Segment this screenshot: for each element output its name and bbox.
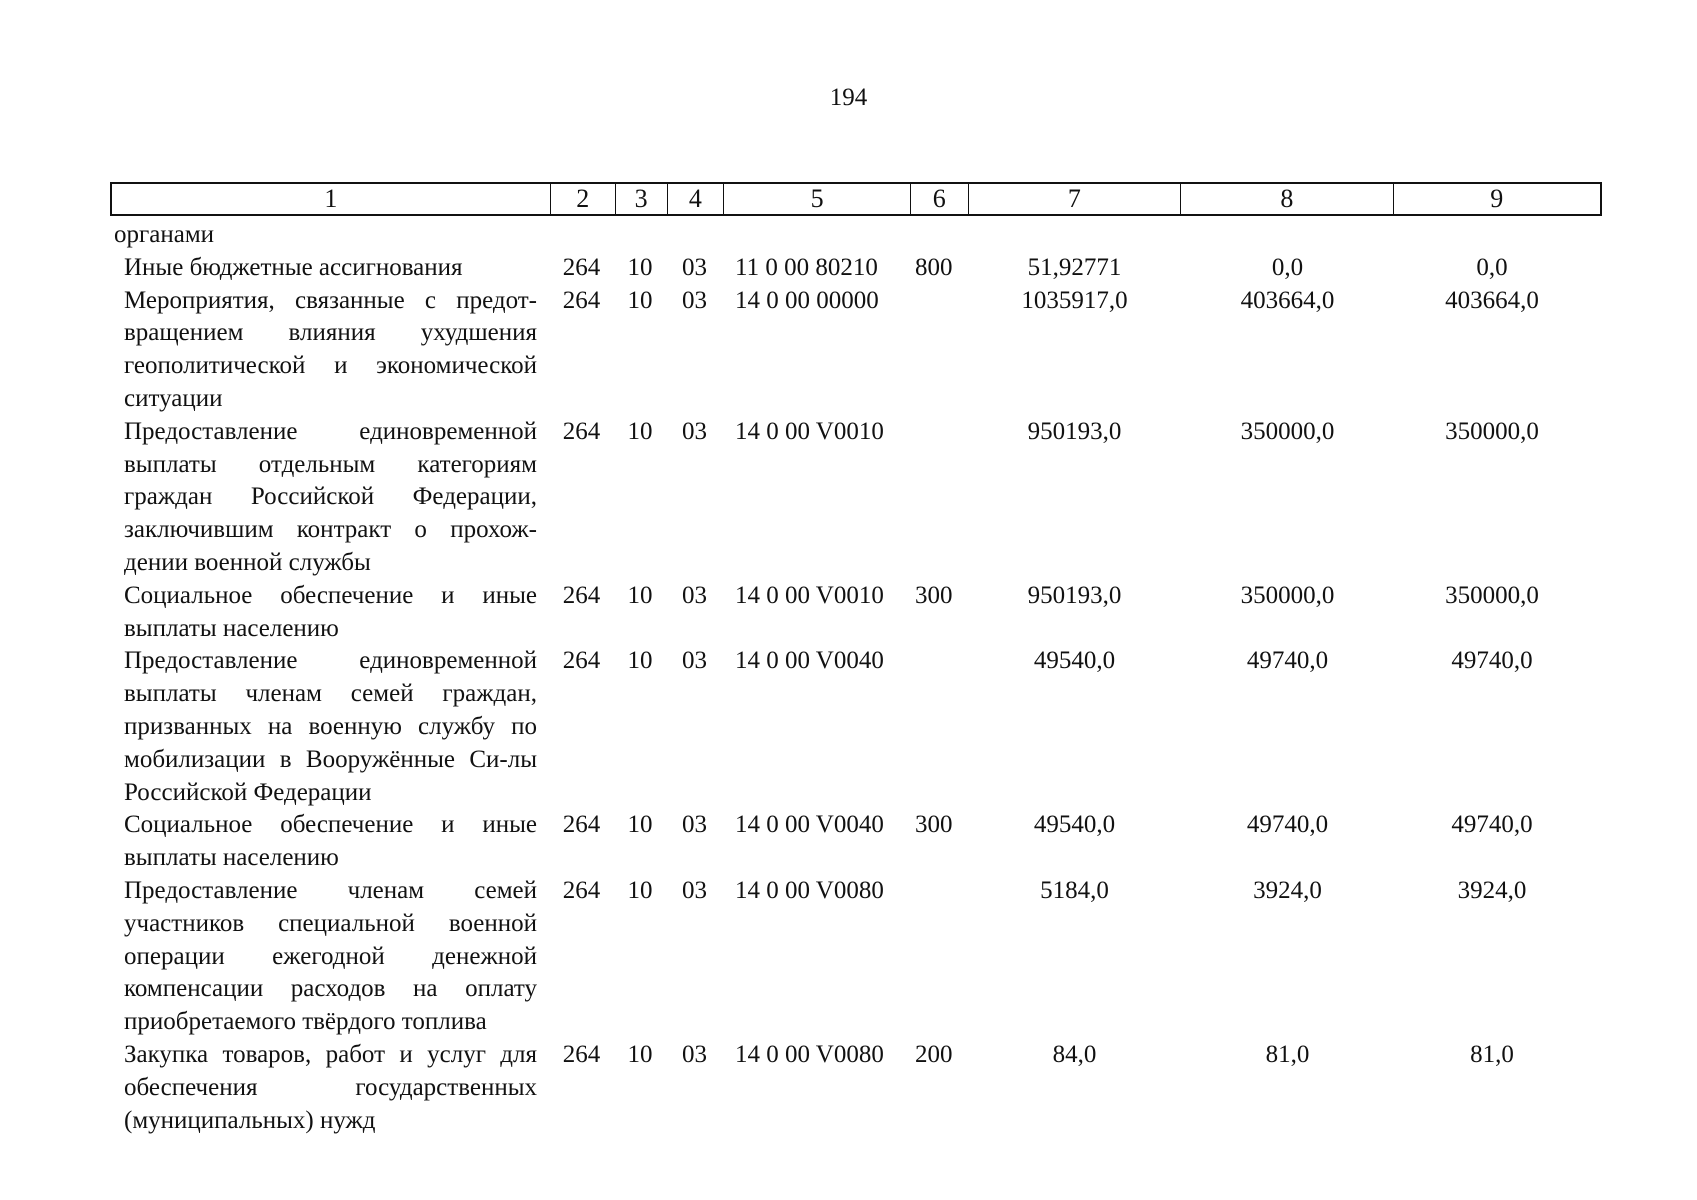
row-name: Социальное обеспечение и иные выплаты населению: [124, 581, 537, 642]
row-subsection: 03: [682, 647, 707, 675]
column-header-2: 2: [550, 184, 615, 214]
row-amount-9: 49740,0: [1451, 811, 1533, 839]
row-target-article: 14 0 00 V0080: [735, 876, 884, 904]
row-amount-8: 3924,0: [1253, 876, 1322, 904]
row-amount-7: 950193,0: [1027, 581, 1122, 609]
table-row: [110, 1039, 1602, 1137]
row-amount-8: 49740,0: [1246, 811, 1329, 839]
table-row: [110, 219, 1602, 252]
row-section: 10: [627, 647, 653, 675]
row-expense-type: 800: [915, 253, 953, 281]
row-subsection: 03: [682, 811, 707, 839]
row-subsection: 03: [682, 1040, 707, 1068]
table-header-row: [110, 182, 1602, 216]
row-expense-type: 300: [915, 581, 953, 609]
row-code: 264: [562, 876, 601, 904]
row-name: Предоставление единовременной выплаты членам семей граждан, призванных на военную службу по мобилизации в Вооружённые Си-лы Российской Федерации: [124, 647, 537, 806]
table-row: [110, 252, 1602, 285]
column-header-4: 4: [667, 184, 724, 214]
row-target-article: 11 0 00 80210: [735, 253, 878, 281]
row-subsection: [666, 219, 723, 252]
row-amount-8: 49740,0: [1246, 647, 1329, 675]
row-subsection: 03: [682, 286, 707, 314]
row-target-article: 14 0 00 V0010: [735, 581, 884, 609]
row-amount-7: 84,0: [1052, 1040, 1097, 1068]
row-code: [549, 219, 614, 252]
row-section: 10: [627, 1040, 653, 1068]
row-amount-8: 403664,0: [1240, 286, 1335, 314]
row-amount-7: 1035917,0: [1021, 286, 1128, 314]
row-amount-7: 51,92771: [1027, 253, 1122, 281]
page-number: 194: [829, 84, 868, 111]
row-name: Социальное обеспечение и иные выплаты населению: [124, 811, 537, 872]
row-amount-7: 5184,0: [1040, 876, 1109, 904]
row-amount-8: 350000,0: [1240, 581, 1335, 609]
row-name: Мероприятия, связанные с предот-вращением влияния ухудшения геополитической и экономической ситуации: [124, 286, 537, 412]
row-amount-9: 81,0: [1470, 1040, 1514, 1068]
row-section: 10: [627, 286, 653, 314]
row-code: 264: [562, 286, 601, 314]
row-amount-9: 49740,0: [1451, 647, 1533, 675]
row-amount-9: 403664,0: [1445, 286, 1539, 314]
row-code: 264: [562, 647, 601, 675]
column-header-5: 5: [723, 184, 910, 214]
row-subsection: 03: [682, 253, 707, 281]
row-amount-8: 81,0: [1265, 1040, 1310, 1068]
row-target-article: 14 0 00 V0010: [735, 417, 884, 445]
row-target-article: [723, 219, 910, 252]
row-amount-9: 3924,0: [1457, 876, 1527, 904]
row-subsection: 03: [682, 581, 707, 609]
row-amount-9: [1394, 219, 1602, 252]
column-header-3: 3: [615, 184, 667, 214]
column-header-6: 6: [910, 184, 968, 214]
row-amount-7: 49540,0: [1033, 811, 1116, 839]
budget-table: [110, 182, 1602, 1137]
row-target-article: 14 0 00 V0040: [735, 647, 884, 675]
row-target-article: 14 0 00 V0080: [735, 1040, 884, 1068]
row-target-article: 14 0 00 00000: [735, 286, 879, 314]
table-row: [110, 875, 1602, 1039]
row-name: Иные бюджетные ассигнования: [124, 253, 463, 281]
row-amount-7: [968, 219, 1181, 252]
table-row: [110, 285, 1602, 416]
row-section: 10: [627, 417, 653, 445]
row-amount-8: [1181, 219, 1394, 252]
column-header-9: 9: [1393, 184, 1600, 214]
row-name: Предоставление членам семей участников специальной военной операции ежегодной денежной компенсации расходов на оплату приобретаемого твёрдого топлива: [124, 876, 537, 1036]
column-header-8: 8: [1180, 184, 1392, 214]
row-section: 10: [627, 581, 653, 609]
row-section: 10: [627, 253, 653, 281]
row-section: 10: [627, 811, 653, 839]
row-expense-type: 200: [915, 1040, 953, 1068]
row-code: 264: [562, 811, 601, 839]
row-target-article: 14 0 00 V0040: [735, 811, 884, 839]
row-code: 264: [562, 581, 601, 609]
row-expense-type: 300: [915, 811, 953, 839]
row-name: Закупка товаров, работ и услуг для обеспечения государственных (муниципальных) нужд: [124, 1040, 537, 1134]
table-row: [110, 416, 1602, 580]
column-header-7: 7: [968, 184, 1180, 214]
row-code: 264: [562, 417, 601, 445]
row-amount-7: 49540,0: [1033, 647, 1116, 675]
row-expense-type: [910, 219, 968, 252]
row-amount-7: 950193,0: [1027, 417, 1122, 445]
column-header-1: 1: [324, 184, 338, 213]
row-expense-type: [910, 285, 968, 416]
table-row: [110, 580, 1602, 646]
row-code: 264: [562, 1040, 601, 1068]
row-code: 264: [562, 253, 601, 281]
table-body: [110, 216, 1602, 1137]
row-amount-9: 0,0: [1476, 253, 1508, 281]
table-row: [110, 809, 1602, 875]
row-name: Предоставление единовременной выплаты отдельным категориям граждан Российской Федерации, заключившим контракт о прохож-дении военной службы: [124, 417, 537, 576]
row-expense-type: [910, 645, 968, 809]
row-subsection: 03: [682, 417, 707, 445]
row-expense-type: [910, 416, 968, 580]
row-amount-9: 350000,0: [1445, 581, 1539, 609]
row-amount-9: 350000,0: [1445, 417, 1539, 445]
row-section: [614, 219, 666, 252]
row-section: 10: [627, 876, 653, 904]
row-name: органами: [114, 221, 215, 248]
row-amount-8: 0,0: [1271, 253, 1304, 281]
row-expense-type: [910, 875, 968, 1039]
table-row: [110, 645, 1602, 809]
row-amount-8: 350000,0: [1240, 417, 1335, 445]
row-subsection: 03: [682, 876, 707, 904]
